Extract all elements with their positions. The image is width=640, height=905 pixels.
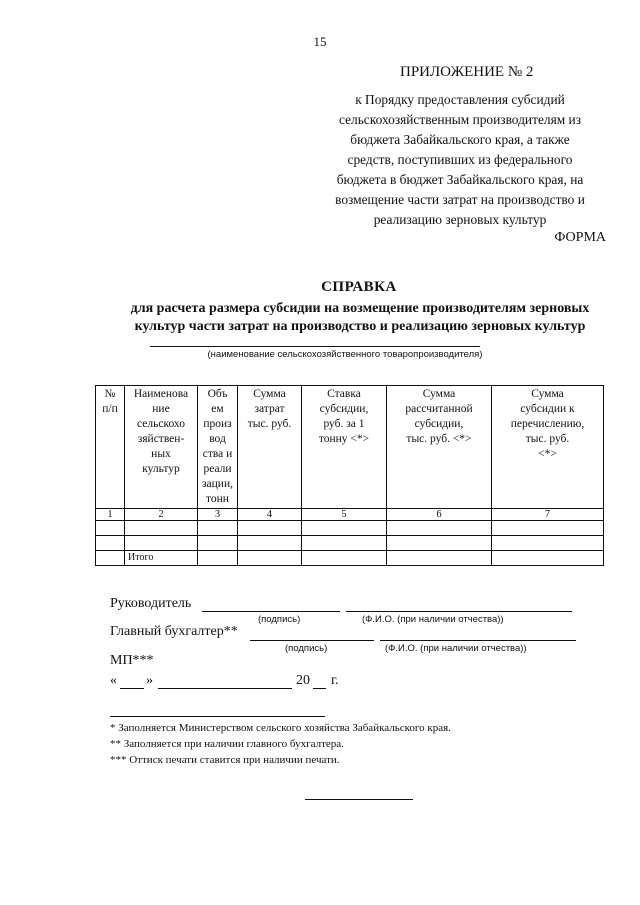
appendix-line: бюджета в бюджет Забайкальского края, на [336,172,584,187]
table-cell[interactable] [492,521,604,536]
table-cell[interactable] [387,551,492,566]
subtitle-line: для расчета размера субсидии на возмещение производителям зерновых [130,301,590,316]
footnote: * Заполняется Министерством сельского хозяйства Забайкальского края. [110,722,451,734]
appendix-line: возмещение части затрат на производство и [335,192,585,207]
table-cell[interactable] [96,521,125,536]
accountant-name-caption: (Ф.И.О. (при наличии отчества)) [385,643,527,654]
table-cell[interactable] [198,551,238,566]
table-cell[interactable] [125,536,198,551]
appendix-line: сельскохозяйственным производителям из [338,112,582,127]
table-cell[interactable] [238,521,302,536]
total-row [96,551,604,566]
accountant-name-line[interactable] [380,640,576,641]
table-header-row [96,386,604,509]
date-open-quote: « [110,673,117,688]
column-number: 2 [125,509,198,521]
header-cell: Объ ем произ вод ства и реали зации, тонн [198,386,238,509]
header-cell: Сумма затрат тыс. руб. [238,386,302,509]
table-row [96,521,604,536]
organization-name-line[interactable] [150,346,480,347]
footnote-separator [110,716,325,717]
table-cell[interactable] [387,521,492,536]
document-title: СПРАВКА [321,279,397,295]
date-year-prefix: 20 [296,673,310,688]
table-cell[interactable] [238,551,302,566]
appendix-reference [310,90,610,230]
column-number: 6 [387,509,492,521]
table-cell[interactable] [302,521,387,536]
total-label: Итого [125,551,198,566]
date-day-line[interactable] [120,688,144,689]
stamp-label: МП*** [110,653,154,668]
header-cell: Сумма субсидии к перечислению, тыс. руб. <*> [492,386,604,509]
date-year-suffix: г. [331,673,339,688]
appendix-line: реализацию зерновых культур [373,212,547,227]
head-label: Руководитель [110,596,192,611]
column-number: 4 [238,509,302,521]
date-year-line[interactable] [313,688,326,689]
table-cell[interactable] [302,551,387,566]
table-row [96,536,604,551]
organization-name-caption: (наименование сельскохозяйственного товаропроизводителя) [207,349,483,360]
column-number: 5 [302,509,387,521]
table-cell[interactable] [492,551,604,566]
table-cell[interactable] [96,536,125,551]
table-cell[interactable] [238,536,302,551]
header-cell: Наименова ние сельскохо зяйствен- ных культур [125,386,198,509]
accountant-label: Главный бухгалтер** [110,624,238,639]
accountant-signature-line[interactable] [250,640,374,641]
appendix-line: средств, поступивших из федерального [347,152,573,167]
table-cell[interactable] [198,536,238,551]
header-cell: № п/п [96,386,125,509]
table-cell[interactable] [492,536,604,551]
column-number: 1 [96,509,125,521]
appendix-line: к Порядку предоставления субсидий [355,92,565,107]
subtitle-line: культур части затрат на производство и реализацию зерновых культур [134,319,586,334]
head-signature-line[interactable] [202,611,340,612]
document-subtitle [100,300,620,336]
footnote: ** Заполняется при наличии главного бухгалтера. [110,738,344,750]
footnote: *** Оттиск печати ставится при наличии печати. [110,754,340,766]
table-cell[interactable] [125,521,198,536]
table-cell[interactable] [302,536,387,551]
header-cell: Ставка субсидии, руб. за 1 тонну <*> [302,386,387,509]
column-number: 7 [492,509,604,521]
accountant-signature-caption: (подпись) [285,643,328,654]
appendix-title: ПРИЛОЖЕНИЕ № 2 [400,64,534,80]
header-cell: Сумма рассчитанной субсидии, тыс. руб. <*> [387,386,492,509]
table-cell[interactable] [198,521,238,536]
end-separator [305,799,413,800]
column-number: 3 [198,509,238,521]
page-number: 15 [313,34,327,49]
column-number-row [96,509,604,521]
form-label: ФОРМА [554,230,606,245]
table-cell[interactable] [96,551,125,566]
subsidy-table [95,385,604,566]
table-cell[interactable] [387,536,492,551]
date-month-line[interactable] [158,688,292,689]
head-name-caption: (Ф.И.О. (при наличии отчества)) [362,614,504,625]
head-signature-caption: (подпись) [258,614,301,625]
appendix-line: бюджета Забайкальского края, а также [350,132,570,147]
date-close-quote: » [146,673,153,688]
head-name-line[interactable] [346,611,572,612]
